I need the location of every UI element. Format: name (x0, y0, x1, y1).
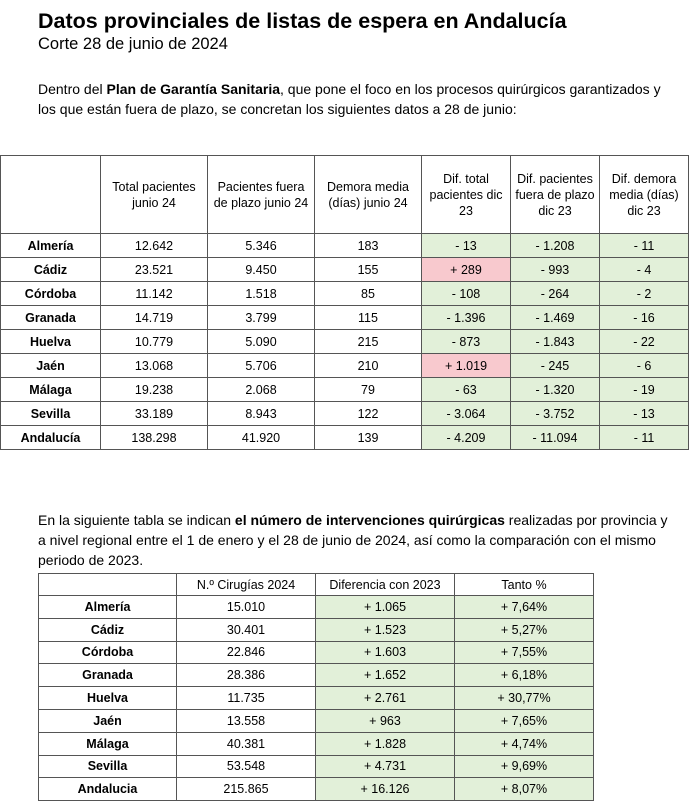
header-fuera-plazo: Pacientes fuera de plazo junio 24 (208, 156, 315, 234)
total-cell: 11.142 (101, 282, 208, 306)
table-row (39, 641, 594, 664)
region-name: Andalucía (1, 426, 101, 450)
province-name: Sevilla (1, 402, 101, 426)
diferencia-cell: + 4.731 (316, 755, 455, 778)
dif-total-cell: - 108 (422, 282, 511, 306)
demora-cell: 85 (315, 282, 422, 306)
total-cell: 14.719 (101, 306, 208, 330)
header-dif-fuera-plazo: Dif. pacientes fuera de plazo dic 23 (511, 156, 600, 234)
demora-cell: 122 (315, 402, 422, 426)
province-name: Jaén (39, 709, 177, 732)
dif-fuera-cell: - 1.843 (511, 330, 600, 354)
diferencia-cell: + 963 (316, 709, 455, 732)
cirugias-cell: 30.401 (177, 618, 316, 641)
dif-fuera-cell: - 1.469 (511, 306, 600, 330)
cirugias-cell: 15.010 (177, 596, 316, 619)
fuera-cell: 2.068 (208, 378, 315, 402)
dif-fuera-cell: - 11.094 (511, 426, 600, 450)
province-name: Málaga (39, 732, 177, 755)
diferencia-cell: + 1.523 (316, 618, 455, 641)
table-row (39, 732, 594, 755)
province-name: Cádiz (1, 258, 101, 282)
fuera-cell: 1.518 (208, 282, 315, 306)
tanto-cell: + 8,07% (455, 778, 594, 801)
dif-total-cell: - 3.064 (422, 402, 511, 426)
dif-total-cell: - 4.209 (422, 426, 511, 450)
dif-total-cell: - 1.396 (422, 306, 511, 330)
header-dif-demora: Dif. demora media (días) dic 23 (600, 156, 689, 234)
province-name: Cádiz (39, 618, 177, 641)
total-cell: 23.521 (101, 258, 208, 282)
table-row (39, 664, 594, 687)
cirugias-cell: 53.548 (177, 755, 316, 778)
total-cell: 12.642 (101, 234, 208, 258)
diferencia-cell: + 1.652 (316, 664, 455, 687)
dif-total-cell: - 63 (422, 378, 511, 402)
page-title: Datos provinciales de listas de espera en Andalucía (38, 9, 567, 33)
total-cell: 33.189 (101, 402, 208, 426)
fuera-cell: 5.346 (208, 234, 315, 258)
province-name: Almería (1, 234, 101, 258)
demora-cell: 79 (315, 378, 422, 402)
tanto-cell: + 9,69% (455, 755, 594, 778)
dif-fuera-cell: - 993 (511, 258, 600, 282)
dif-demora-cell: - 2 (600, 282, 689, 306)
demora-cell: 210 (315, 354, 422, 378)
header-dif-total: Dif. total pacientes dic 23 (422, 156, 511, 234)
tanto-cell: + 4,74% (455, 732, 594, 755)
dif-demora-cell: - 19 (600, 378, 689, 402)
table-row (1, 306, 689, 330)
table-row (1, 234, 689, 258)
intro-paragraph (38, 79, 678, 119)
dif-demora-cell: - 4 (600, 258, 689, 282)
diferencia-cell: + 1.828 (316, 732, 455, 755)
total-cell: 19.238 (101, 378, 208, 402)
table-row (1, 378, 689, 402)
tanto-cell: + 30,77% (455, 687, 594, 710)
dif-fuera-cell: - 264 (511, 282, 600, 306)
table-row (1, 258, 689, 282)
cirugias-cell: 28.386 (177, 664, 316, 687)
waiting-list-table (0, 155, 689, 450)
header-cirugias: N.º Cirugías 2024 (177, 574, 316, 596)
demora-cell: 215 (315, 330, 422, 354)
dif-demora-cell: - 6 (600, 354, 689, 378)
province-name: Almería (39, 596, 177, 619)
tanto-cell: + 7,55% (455, 641, 594, 664)
dif-demora-cell: - 16 (600, 306, 689, 330)
table-row (39, 596, 594, 619)
table-row (1, 354, 689, 378)
table-header-row (1, 156, 689, 234)
province-name: Córdoba (1, 282, 101, 306)
table-row (39, 709, 594, 732)
fuera-cell: 9.450 (208, 258, 315, 282)
table-row-total (39, 778, 594, 801)
province-name: Granada (1, 306, 101, 330)
table-header-row (39, 574, 594, 596)
tanto-cell: + 7,65% (455, 709, 594, 732)
dif-fuera-cell: - 1.320 (511, 378, 600, 402)
cirugias-cell: 11.735 (177, 687, 316, 710)
demora-cell: 183 (315, 234, 422, 258)
cirugias-cell: 215.865 (177, 778, 316, 801)
dif-fuera-cell: - 3.752 (511, 402, 600, 426)
diferencia-cell: + 1.065 (316, 596, 455, 619)
dif-total-cell: + 1.019 (422, 354, 511, 378)
tanto-cell: + 6,18% (455, 664, 594, 687)
province-name: Córdoba (39, 641, 177, 664)
intro-text-before: Dentro del (38, 81, 107, 97)
tanto-cell: + 7,64% (455, 596, 594, 619)
header-demora-media: Demora media (días) junio 24 (315, 156, 422, 234)
dif-demora-cell: - 11 (600, 426, 689, 450)
region-name: Andalucia (39, 778, 177, 801)
diferencia-cell: + 16.126 (316, 778, 455, 801)
demora-cell: 139 (315, 426, 422, 450)
header-diferencia: Diferencia con 2023 (316, 574, 455, 596)
page-subtitle: Corte 28 de junio de 2024 (38, 35, 228, 53)
total-cell: 138.298 (101, 426, 208, 450)
fuera-cell: 5.090 (208, 330, 315, 354)
interventions-paragraph (38, 510, 678, 570)
total-cell: 10.779 (101, 330, 208, 354)
cirugias-cell: 40.381 (177, 732, 316, 755)
dif-total-cell: + 289 (422, 258, 511, 282)
fuera-cell: 8.943 (208, 402, 315, 426)
dif-demora-cell: - 22 (600, 330, 689, 354)
dif-demora-cell: - 13 (600, 402, 689, 426)
table-row-total (1, 426, 689, 450)
table-row (39, 687, 594, 710)
table-row (1, 330, 689, 354)
fuera-cell: 3.799 (208, 306, 315, 330)
header-cell-empty (39, 574, 177, 596)
province-name: Huelva (39, 687, 177, 710)
province-name: Sevilla (39, 755, 177, 778)
header-total-pacientes: Total pacientes junio 24 (101, 156, 208, 234)
dif-fuera-cell: - 1.208 (511, 234, 600, 258)
intro-text-bold: Plan de Garantía Sanitaria (106, 81, 280, 97)
table-row (1, 282, 689, 306)
interventions-text-before: En la siguiente tabla se indican (38, 512, 235, 528)
cirugias-cell: 22.846 (177, 641, 316, 664)
fuera-cell: 41.920 (208, 426, 315, 450)
fuera-cell: 5.706 (208, 354, 315, 378)
interventions-text-bold: el número de intervenciones quirúrgicas (234, 512, 505, 528)
dif-total-cell: - 873 (422, 330, 511, 354)
table-row (39, 755, 594, 778)
header-cell-empty (1, 156, 101, 234)
total-cell: 13.068 (101, 354, 208, 378)
cirugias-cell: 13.558 (177, 709, 316, 732)
dif-demora-cell: - 11 (600, 234, 689, 258)
diferencia-cell: + 1.603 (316, 641, 455, 664)
province-name: Málaga (1, 378, 101, 402)
demora-cell: 115 (315, 306, 422, 330)
intro-text-after: , que pone el foco en los procesos quirúrgicos garantizados y los que están fuera de plazo, se concretan los siguientes datos a 28 de junio: (38, 81, 661, 117)
interventions-text-after: realizadas por provincia y a nivel regional entre el 1 de enero y el 28 de junio de 2024, así como la comparación con el mismo periodo de 2023. (38, 512, 668, 568)
header-tanto: Tanto % (455, 574, 594, 596)
dif-total-cell: - 13 (422, 234, 511, 258)
surgeries-table (38, 573, 594, 801)
province-name: Huelva (1, 330, 101, 354)
province-name: Jaén (1, 354, 101, 378)
province-name: Granada (39, 664, 177, 687)
diferencia-cell: + 2.761 (316, 687, 455, 710)
tanto-cell: + 5,27% (455, 618, 594, 641)
demora-cell: 155 (315, 258, 422, 282)
dif-fuera-cell: - 245 (511, 354, 600, 378)
table-row (39, 618, 594, 641)
table-row (1, 402, 689, 426)
